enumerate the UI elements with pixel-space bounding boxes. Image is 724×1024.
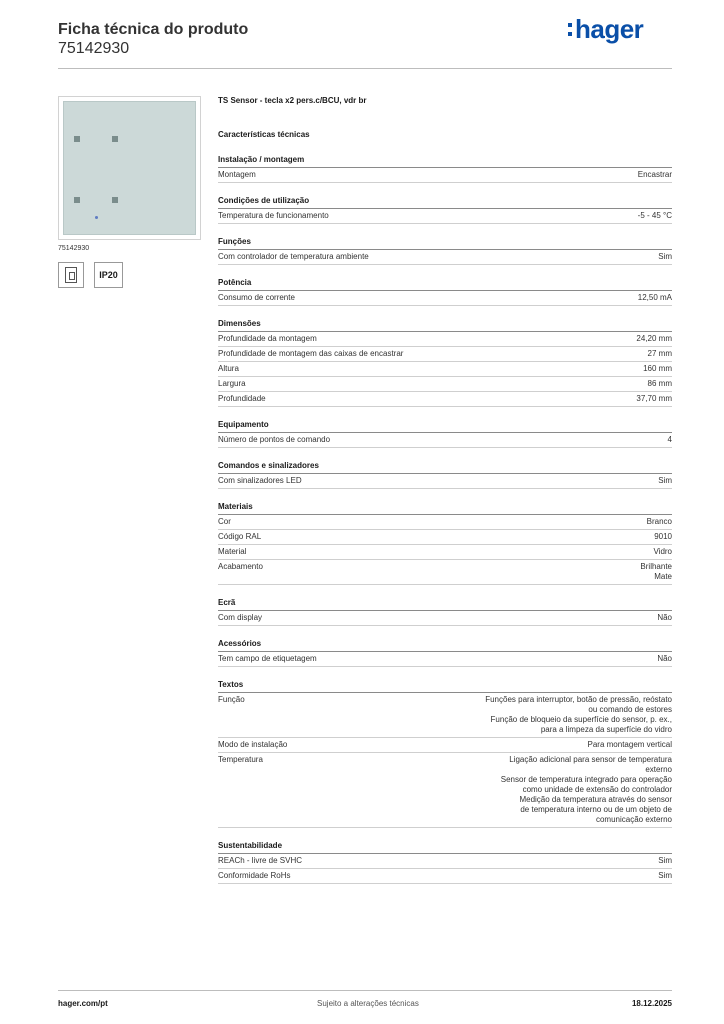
spec-value-line: Sensor de temperatura integrado para operação (500, 775, 672, 784)
spec-row (218, 250, 672, 265)
spec-value (647, 517, 672, 527)
spec-label: Com sinalizadores LED (218, 476, 302, 485)
spec-value (640, 562, 672, 582)
spec-label: Conformidade RoHs (218, 871, 291, 880)
spec-label: REACh - livre de SVHC (218, 856, 303, 865)
spec-value-line: Sim (658, 871, 672, 880)
spec-label: Função (218, 695, 245, 704)
spec-value-line: Funções para interruptor, botão de pressão, reóstato (485, 695, 672, 704)
spec-row (218, 209, 672, 224)
spec-label: Temperatura (218, 755, 263, 764)
spec-value (636, 334, 672, 344)
spec-value (638, 293, 672, 303)
hager-logo[interactable] (568, 14, 643, 45)
spec-group (218, 598, 672, 626)
spec-label: Largura (218, 379, 246, 388)
spec-value-line: Para montagem vertical (587, 740, 672, 749)
spec-value-line: Função de bloqueio da superfície do sensor, p. ex., (490, 715, 672, 724)
spec-value-line: 160 mm (643, 364, 672, 373)
product-reference: 75142930 (58, 40, 130, 57)
spec-value-line: Não (657, 613, 672, 622)
spec-group (218, 420, 672, 448)
flush-mount-icon (58, 262, 84, 288)
spec-group-title: Comandos e sinalizadores (218, 461, 672, 474)
product-panel-illustration (63, 101, 196, 235)
spec-group (218, 196, 672, 224)
image-caption: 75142930 (58, 245, 90, 252)
spec-value (654, 532, 672, 542)
spec-row (218, 433, 672, 448)
spec-label: Cor (218, 517, 231, 526)
spec-row (218, 869, 672, 884)
spec-value (657, 613, 672, 623)
spec-value-line: -5 - 45 °C (637, 211, 672, 220)
footer-website-link[interactable]: hager.com/pt (58, 999, 108, 1008)
button-icon (74, 136, 80, 142)
spec-label: Número de pontos de comando (218, 435, 331, 444)
spec-group (218, 841, 672, 884)
spec-row (218, 392, 672, 407)
spec-group (218, 461, 672, 489)
spec-value (658, 871, 672, 881)
spec-label: Tem campo de etiquetagem (218, 654, 317, 663)
spec-row (218, 854, 672, 869)
spec-value (638, 170, 672, 180)
spec-label: Material (218, 547, 247, 556)
spec-label: Temperatura de funcionamento (218, 211, 329, 220)
spec-value-line: Sim (658, 252, 672, 261)
spec-label: Código RAL (218, 532, 262, 541)
spec-value-line: de temperatura interno ou de um objeto de (520, 805, 672, 814)
spec-label: Acabamento (218, 562, 263, 571)
spec-value (658, 476, 672, 486)
spec-value-line: Mate (654, 572, 672, 581)
spec-row (218, 611, 672, 626)
spec-group-title: Instalação / montagem (218, 155, 672, 168)
spec-group-title: Potência (218, 278, 672, 291)
spec-group-title: Sustentabilidade (218, 841, 672, 854)
spec-value-line: Encastrar (637, 170, 672, 179)
spec-label: Altura (218, 364, 239, 373)
spec-value (668, 435, 672, 445)
page-title: Ficha técnica do produto (58, 21, 249, 38)
spec-group (218, 237, 672, 265)
logo-colon-icon (568, 23, 573, 36)
footer-date: 18.12.2025 (631, 999, 672, 1008)
section-heading: Características técnicas (218, 130, 310, 139)
spec-value-line: 86 mm (647, 379, 672, 388)
spec-value-line: comunicação externo (595, 815, 672, 824)
spec-value (648, 349, 672, 359)
spec-row (218, 753, 672, 828)
spec-value-line: Brilhante (640, 562, 672, 571)
spec-value-line: 9010 (654, 532, 672, 541)
spec-row (218, 693, 672, 738)
spec-value (658, 252, 672, 262)
spec-row (218, 530, 672, 545)
header-divider (58, 68, 672, 69)
spec-label: Com controlador de temperatura ambiente (218, 252, 369, 261)
product-name: TS Sensor - tecla x2 pers.c/BCU, vdr br (218, 96, 367, 105)
button-icon (112, 197, 118, 203)
spec-group (218, 319, 672, 407)
spec-label: Profundidade da montagem (218, 334, 317, 343)
spec-group (218, 155, 672, 183)
spec-value-line: 27 mm (647, 349, 672, 358)
spec-value (648, 379, 672, 389)
spec-value-line: Branco (646, 517, 672, 526)
logo-text: hager (575, 14, 644, 44)
spec-value-line: Medição da temperatura através do sensor (519, 795, 672, 804)
product-image (58, 96, 201, 240)
spec-value (658, 856, 672, 866)
button-icon (74, 197, 80, 203)
ip-rating-badge: IP20 (94, 262, 123, 288)
spec-value (588, 740, 672, 750)
spec-row (218, 515, 672, 530)
spec-group (218, 278, 672, 306)
spec-value (485, 695, 672, 735)
spec-row (218, 545, 672, 560)
spec-value (657, 654, 672, 664)
spec-label: Profundidade (218, 394, 266, 403)
spec-value-line: 12,50 mA (637, 293, 672, 302)
spec-label: Montagem (218, 170, 256, 179)
spec-label: Profundidade de montagem das caixas de encastrar (218, 349, 404, 358)
spec-group-title: Textos (218, 680, 672, 693)
spec-group (218, 502, 672, 585)
spec-value-line: Ligação adicional para sensor de temperatura (509, 755, 672, 764)
spec-value-line: 24,20 mm (636, 334, 672, 343)
spec-value (501, 755, 672, 825)
spec-label: Com display (218, 613, 263, 622)
spec-value-line: 37,70 mm (636, 394, 672, 403)
spec-row (218, 347, 672, 362)
spec-value-line: Sim (658, 856, 672, 865)
spec-group-title: Condições de utilização (218, 196, 672, 209)
spec-value-line: ou comando de estores (588, 705, 672, 714)
button-icon (112, 136, 118, 142)
spec-group (218, 680, 672, 828)
spec-value-line: externo (645, 765, 672, 774)
spec-group (218, 639, 672, 667)
spec-group-title: Dimensões (218, 319, 672, 332)
spec-group-title: Acessórios (218, 639, 672, 652)
spec-row (218, 560, 672, 585)
spec-group-title: Materiais (218, 502, 672, 515)
spec-table (218, 155, 672, 897)
spec-value-line: Não (657, 654, 672, 663)
spec-value-line: 4 (667, 435, 672, 444)
footer-notice: Sujeito a alterações técnicas (317, 999, 419, 1008)
spec-value-line: Sim (658, 476, 672, 485)
spec-value-line: como unidade de extensão do controlador (522, 785, 672, 794)
spec-row (218, 168, 672, 183)
spec-value-line: para a limpeza da superfície do vidro (540, 725, 672, 734)
led-icon (95, 216, 98, 219)
spec-group-title: Ecrã (218, 598, 672, 611)
spec-row (218, 362, 672, 377)
spec-label: Consumo de corrente (218, 293, 295, 302)
footer-divider (58, 990, 672, 991)
spec-value (643, 364, 672, 374)
spec-label: Modo de instalação (218, 740, 288, 749)
spec-row (218, 652, 672, 667)
spec-value (653, 547, 672, 557)
spec-value (638, 211, 672, 221)
spec-row (218, 291, 672, 306)
spec-row (218, 474, 672, 489)
spec-group-title: Equipamento (218, 420, 672, 433)
spec-row (218, 332, 672, 347)
spec-row (218, 738, 672, 753)
spec-row (218, 377, 672, 392)
spec-group-title: Funções (218, 237, 672, 250)
spec-value (636, 394, 672, 404)
spec-value-line: Vidro (653, 547, 672, 556)
